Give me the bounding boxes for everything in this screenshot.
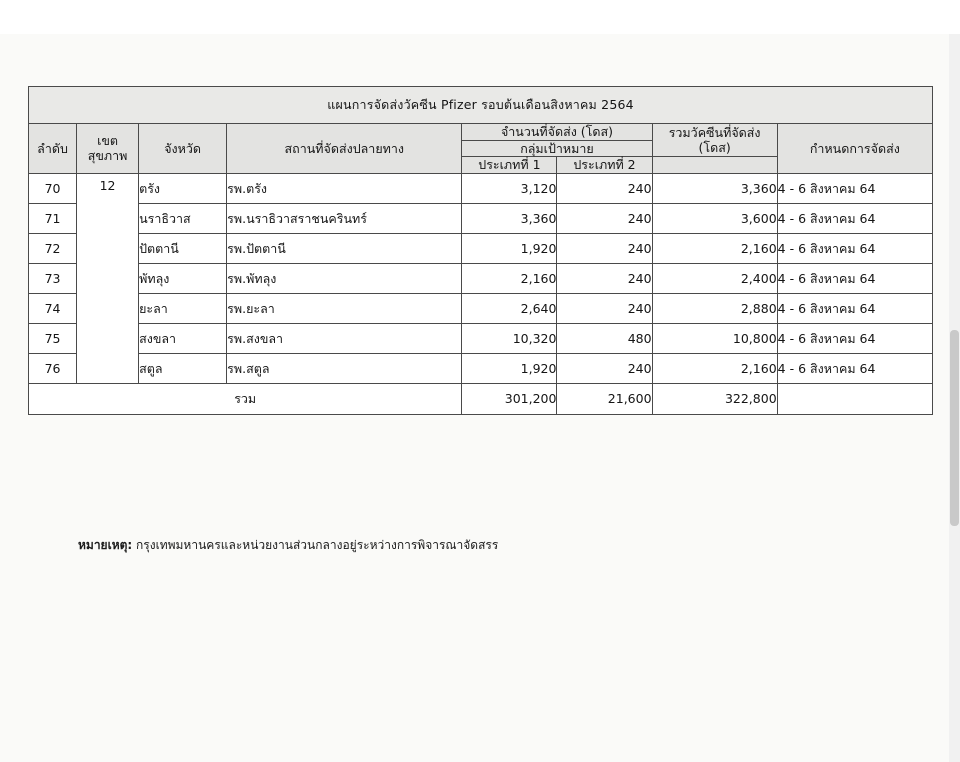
header-total-vaccine-spacer <box>652 157 777 174</box>
header-destination: สถานที่จัดส่งปลายทาง <box>227 124 462 174</box>
cell-type2: 240 <box>557 203 652 233</box>
table-title-row <box>29 87 933 124</box>
cell-type2: 240 <box>557 263 652 293</box>
cell-type2: 240 <box>557 173 652 203</box>
cell-seq: 72 <box>29 233 77 263</box>
vertical-scrollbar[interactable] <box>949 34 960 762</box>
cell-schedule: 4 - 6 สิงหาคม 64 <box>777 293 932 323</box>
cell-type1: 2,640 <box>462 293 557 323</box>
cell-type2: 480 <box>557 323 652 353</box>
table-row <box>29 263 933 293</box>
cell-province: ตรัง <box>139 173 227 203</box>
cell-destination: รพ.ตรัง <box>227 173 462 203</box>
header-amount-group: จำนวนที่จัดส่ง (โดส) <box>462 124 652 141</box>
header-province: จังหวัด <box>139 124 227 174</box>
cell-zone: 12 <box>77 173 139 383</box>
vaccine-delivery-plan-table-container <box>28 86 933 415</box>
cell-total: 10,800 <box>652 323 777 353</box>
table-row <box>29 353 933 383</box>
footnote-text: กรุงเทพมหานครและหน่วยงานส่วนกลางอยู่ระหว่างการพิจารณาจัดสรร <box>136 538 499 552</box>
total-type1: 301,200 <box>462 383 557 414</box>
header-target-group: กลุ่มเป้าหมาย <box>462 140 652 157</box>
cell-schedule: 4 - 6 สิงหาคม 64 <box>777 353 932 383</box>
cell-type1: 1,920 <box>462 353 557 383</box>
cell-type2: 240 <box>557 233 652 263</box>
cell-type1: 3,360 <box>462 203 557 233</box>
header-seq: ลำดับ <box>29 124 77 174</box>
cell-seq: 76 <box>29 353 77 383</box>
cell-destination: รพ.นราธิวาสราชนครินทร์ <box>227 203 462 233</box>
cell-total: 2,400 <box>652 263 777 293</box>
cell-seq: 70 <box>29 173 77 203</box>
cell-province: นราธิวาส <box>139 203 227 233</box>
table-row <box>29 233 933 263</box>
scan-top-margin <box>0 0 960 34</box>
total-label: รวม <box>29 383 462 414</box>
header-total-vaccine-line2: (โดส) <box>698 140 731 156</box>
header-total-vaccine <box>652 124 777 157</box>
page-title: แผนการจัดส่งวัคซีน Pfizer รอบต้นเดือนสิงหาคม 2564 <box>29 87 933 124</box>
cell-total: 2,160 <box>652 353 777 383</box>
total-schedule <box>777 383 932 414</box>
cell-type1: 1,920 <box>462 233 557 263</box>
cell-destination: รพ.ยะลา <box>227 293 462 323</box>
cell-seq: 71 <box>29 203 77 233</box>
cell-total: 3,600 <box>652 203 777 233</box>
footnote-label: หมายเหตุ: <box>78 538 133 552</box>
header-total-vaccine-line1: รวมวัคซีนที่จัดส่ง <box>668 124 761 140</box>
cell-destination: รพ.ปัตตานี <box>227 233 462 263</box>
table-row <box>29 323 933 353</box>
cell-total: 3,360 <box>652 173 777 203</box>
cell-total: 2,160 <box>652 233 777 263</box>
cell-type2: 240 <box>557 293 652 323</box>
cell-seq: 74 <box>29 293 77 323</box>
scrollbar-thumb[interactable] <box>950 330 959 526</box>
cell-seq: 75 <box>29 323 77 353</box>
header-row-1 <box>29 124 933 141</box>
cell-type2: 240 <box>557 353 652 383</box>
cell-province: สงขลา <box>139 323 227 353</box>
cell-schedule: 4 - 6 สิงหาคม 64 <box>777 203 932 233</box>
cell-seq: 73 <box>29 263 77 293</box>
cell-province: พัทลุง <box>139 263 227 293</box>
cell-schedule: 4 - 6 สิงหาคม 64 <box>777 173 932 203</box>
cell-schedule: 4 - 6 สิงหาคม 64 <box>777 323 932 353</box>
footnote <box>78 536 498 555</box>
cell-province: ปัตตานี <box>139 233 227 263</box>
cell-destination: รพ.พัทลุง <box>227 263 462 293</box>
cell-province: สตูล <box>139 353 227 383</box>
total-type2: 21,600 <box>557 383 652 414</box>
cell-total: 2,880 <box>652 293 777 323</box>
cell-type1: 10,320 <box>462 323 557 353</box>
cell-destination: รพ.สตูล <box>227 353 462 383</box>
total-row <box>29 383 933 414</box>
cell-province: ยะลา <box>139 293 227 323</box>
table-row <box>29 173 933 203</box>
total-sum: 322,800 <box>652 383 777 414</box>
header-zone-line1: เขต <box>97 132 119 148</box>
header-type1: ประเภทที่ 1 <box>462 157 557 174</box>
header-zone-line2: สุขภาพ <box>87 148 128 164</box>
header-type2: ประเภทที่ 2 <box>557 157 652 174</box>
cell-schedule: 4 - 6 สิงหาคม 64 <box>777 263 932 293</box>
cell-type1: 3,120 <box>462 173 557 203</box>
vaccine-delivery-plan-table <box>28 86 933 415</box>
table-row <box>29 203 933 233</box>
cell-destination: รพ.สงขลา <box>227 323 462 353</box>
header-delivery-schedule: กำหนดการจัดส่ง <box>777 124 932 174</box>
cell-type1: 2,160 <box>462 263 557 293</box>
table-row <box>29 293 933 323</box>
cell-schedule: 4 - 6 สิงหาคม 64 <box>777 233 932 263</box>
header-zone <box>77 124 139 174</box>
